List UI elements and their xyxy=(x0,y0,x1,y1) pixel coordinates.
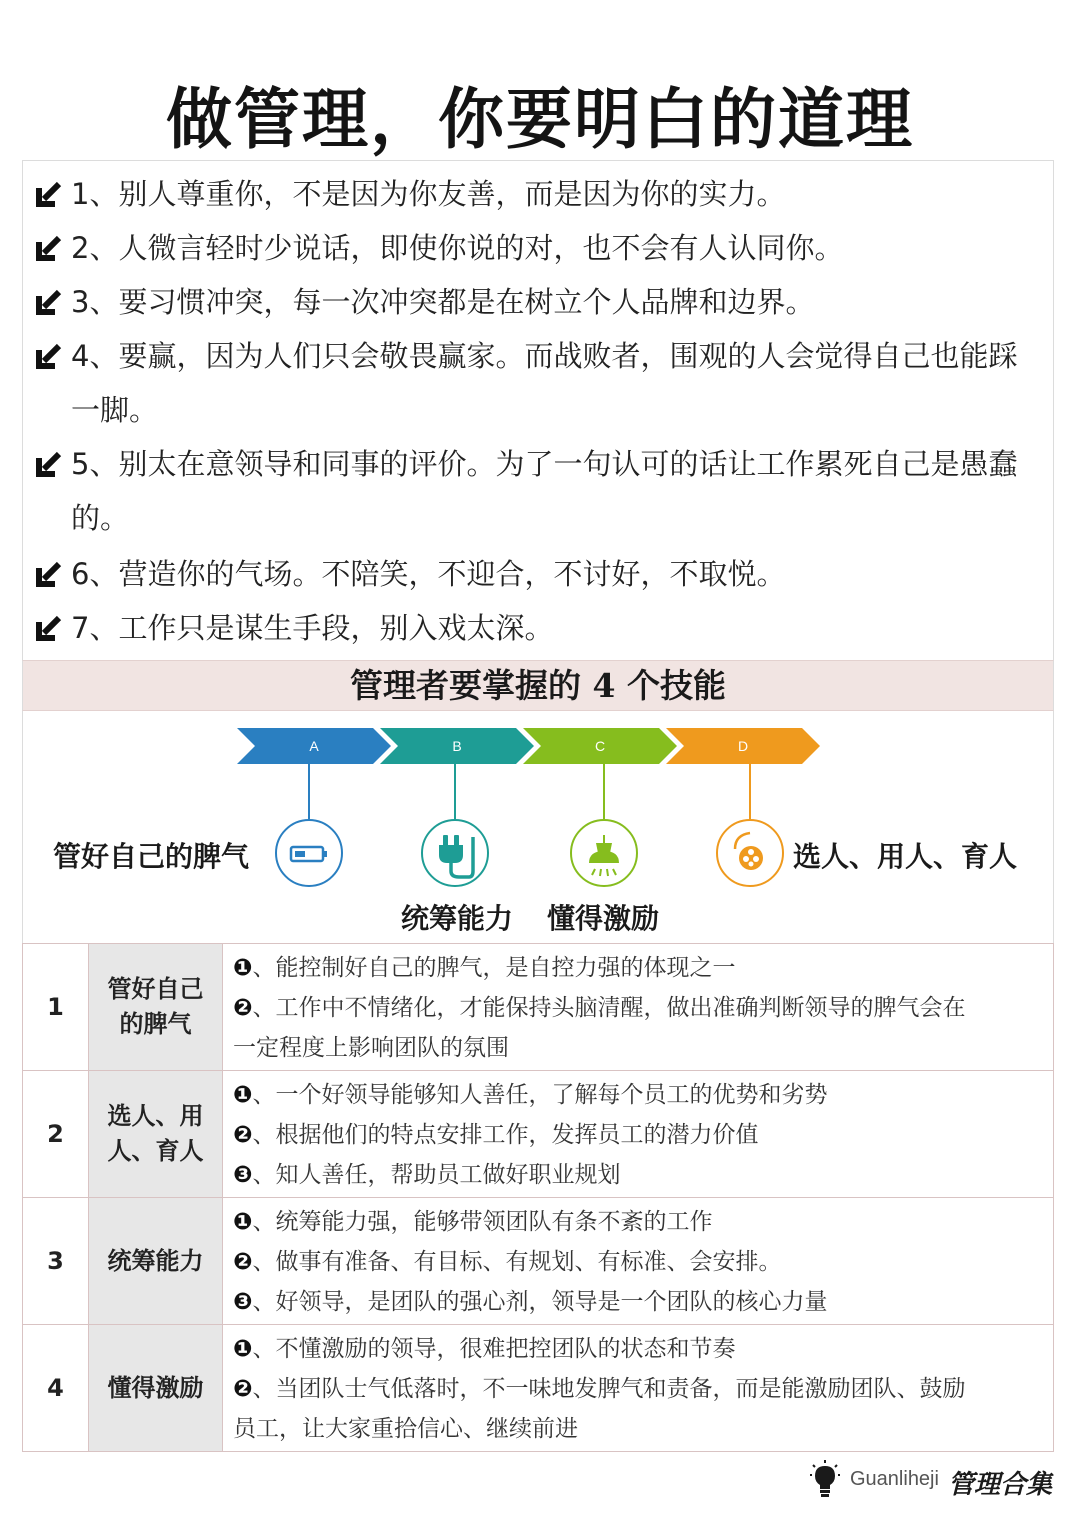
arrow-down-left-icon xyxy=(35,560,63,588)
arrow-down-left-icon xyxy=(35,342,63,370)
skill-label-motivation: 懂得激励 xyxy=(547,902,660,935)
skills-table xyxy=(22,943,1054,1452)
row-number: 3 xyxy=(23,1198,89,1325)
row-skill-name: 选人、用人、育人 xyxy=(89,1071,223,1198)
principle-text: 5、别太在意领导和同事的评价。为了一句认可的话让工作累死自己是愚蠢的。 xyxy=(71,447,1018,535)
bullet-2-icon: ❷ xyxy=(233,1122,253,1148)
description-text: 、能控制好自己的脾气，是自控力强的体现之一 xyxy=(252,955,736,981)
description-text: 、不懂激励的领导，很难把控团队的状态和节奏 xyxy=(252,1336,736,1362)
row-skill-name: 管好自己的脾气 xyxy=(89,944,223,1071)
footer-brand xyxy=(810,1458,1060,1502)
skills-section-title: 管理者要掌握的 4 个技能 xyxy=(22,660,1054,711)
bullet-2-icon: ❷ xyxy=(233,1376,253,1402)
bullet-3-icon: ❸ xyxy=(233,1162,253,1188)
skill-label-people: 选人、用人、育人 xyxy=(793,840,1018,873)
row-number: 2 xyxy=(23,1071,89,1198)
description-text: 、工作中不情绪化，才能保持头脑清醒，做出准确判断领导的脾气会在 xyxy=(252,995,966,1021)
chevron-d-letter: D xyxy=(737,738,749,754)
skill-label-coordination: 统筹能力 xyxy=(401,902,514,935)
arrow-down-left-icon xyxy=(35,180,63,208)
row-skill-name: 统筹能力 xyxy=(89,1198,223,1325)
table-row xyxy=(23,1325,1054,1452)
row-description xyxy=(223,1325,1054,1452)
description-line xyxy=(233,948,1045,988)
principles-list xyxy=(22,160,1054,660)
skills-diagram xyxy=(22,711,1054,943)
bullet-2-icon: ❷ xyxy=(233,995,253,1021)
row-description xyxy=(223,944,1054,1071)
description-line xyxy=(233,1155,1045,1195)
principle-text: 6、营造你的气场。不陪笑，不迎合，不讨好，不取悦。 xyxy=(71,557,786,591)
table-row xyxy=(23,1198,1054,1325)
principle-text: 3、要习惯冲突，每一次冲突都是在树立个人品牌和边界。 xyxy=(71,285,815,319)
description-text: 、根据他们的特点安排工作，发挥员工的潜力价值 xyxy=(252,1122,759,1148)
battery-icon-ring xyxy=(276,820,342,886)
bullet-3-icon: ❸ xyxy=(233,1289,253,1315)
description-line xyxy=(233,1202,1045,1242)
description-text: 、统筹能力强，能够带领团队有条不紊的工作 xyxy=(252,1209,713,1235)
row-description xyxy=(223,1198,1054,1325)
row-number: 4 xyxy=(23,1325,89,1452)
chevron-a-letter: A xyxy=(309,738,319,754)
footer-brand-cn: 管理合集 xyxy=(948,1470,1053,1500)
bullet-2-icon: ❷ xyxy=(233,1249,253,1275)
description-text: 一定程度上影响团队的氛围 xyxy=(233,1035,509,1061)
description-line xyxy=(233,1329,1045,1369)
description-line xyxy=(233,1075,1045,1115)
arrow-down-left-icon xyxy=(35,450,63,478)
table-row xyxy=(23,944,1054,1071)
description-text: 、当团队士气低落时，不一味地发脾气和责备，而是能激励团队、鼓励 xyxy=(252,1376,966,1402)
principle-text: 1、别人尊重你，不是因为你友善，而是因为你的实力。 xyxy=(71,177,786,211)
row-skill-name: 懂得激励 xyxy=(89,1325,223,1452)
principle-text: 4、要赢，因为人们只会敬畏赢家。而战败者，围观的人会觉得自己也能踩一脚。 xyxy=(71,339,1018,427)
table-row xyxy=(23,1071,1054,1198)
bullet-1-icon: ❶ xyxy=(233,1082,253,1108)
arrow-down-left-icon xyxy=(35,614,63,642)
bullet-1-icon: ❶ xyxy=(233,955,253,981)
description-text: 员工，让大家重拾信心、继续前进 xyxy=(233,1416,578,1442)
page-title: 做管理，你要明白的道理 xyxy=(166,80,914,158)
description-line xyxy=(233,1282,1045,1322)
description-line xyxy=(233,1028,1045,1068)
description-text: 、做事有准备、有目标、有规划、有标准、会安排。 xyxy=(252,1249,782,1275)
description-line xyxy=(233,1242,1045,1282)
bullet-1-icon: ❶ xyxy=(233,1209,253,1235)
skill-label-temper: 管好自己的脾气 xyxy=(53,840,250,873)
description-text: 、好领导，是团队的强心剂，领导是一个团队的核心力量 xyxy=(252,1289,828,1315)
footer-brand-en: Guanliheji xyxy=(850,1468,939,1490)
row-number: 1 xyxy=(23,944,89,1071)
chevron-c-letter: C xyxy=(594,738,606,754)
principle-text: 2、人微言轻时少说话，即使你说的对，也不会有人认同你。 xyxy=(71,231,844,265)
arrow-down-left-icon xyxy=(35,234,63,262)
description-line xyxy=(233,1409,1045,1449)
skills-flow-graphic xyxy=(23,711,1055,943)
description-line xyxy=(233,1115,1045,1155)
arrow-down-left-icon xyxy=(35,288,63,316)
row-description xyxy=(223,1071,1054,1198)
description-line xyxy=(233,1369,1045,1409)
description-line xyxy=(233,988,1045,1028)
bullet-1-icon: ❶ xyxy=(233,1336,253,1362)
description-text: 、知人善任，帮助员工做好职业规划 xyxy=(252,1162,621,1188)
lightbulb-icon xyxy=(810,1460,840,1498)
chevron-b-letter: B xyxy=(452,738,462,754)
description-text: 、一个好领导能够知人善任，了解每个员工的优势和劣势 xyxy=(252,1082,828,1108)
principle-text: 7、工作只是谋生手段，别入戏太深。 xyxy=(71,611,554,645)
